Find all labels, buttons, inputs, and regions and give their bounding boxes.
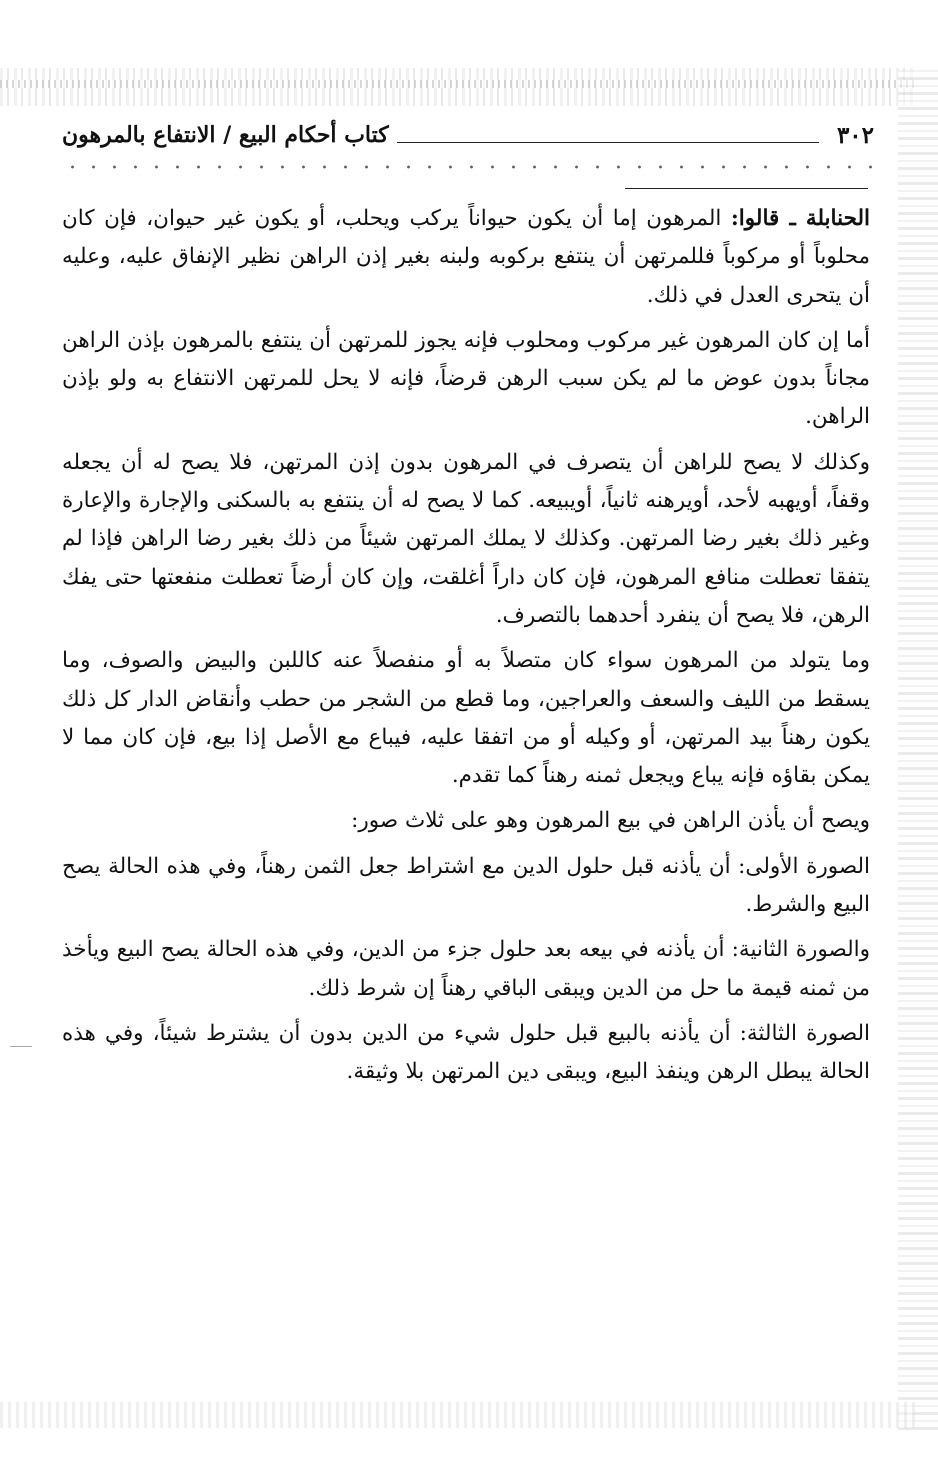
paragraph: الصورة الثالثة: أن يأذنه بالبيع قبل حلول شيء من الدين بدون أن يشترط شيئاً، وفي هذه الحالة يبطل الرهن وينفذ البيع، ويبقى دين المرتهن بلا وثيقة.	[62, 1020, 870, 1085]
paragraph	[62, 200, 870, 315]
margin-mark	[10, 1046, 32, 1047]
section-rule	[625, 188, 868, 189]
body-text	[62, 200, 870, 1099]
paragraph: الصورة الأولى: أن يأذنه قبل حلول الدين مع اشتراط جعل الثمن رهناً، وفي هذه الحالة يصح البيع والشرط.	[62, 853, 870, 918]
scan-border-right	[898, 70, 938, 1430]
scan-border-top-inner	[0, 80, 915, 88]
paragraph-text: المرهون إما أن يكون حيواناً يركب ويحلب، أو يكون غير حيوان، فإن كان محلوباً أو مركوباً فللمرتهن أن ينتفع بركوبه ولبنه بغير إذن الراهن نظير الإنفاق عليه، وعليه أن يتحرى العدل في ذلك.	[62, 206, 870, 308]
scan-border-bottom	[0, 1402, 915, 1428]
running-title: كتاب أحكام البيع / الانتفاع بالمرهون	[62, 122, 389, 148]
dotted-separator	[62, 164, 874, 170]
header-rule	[397, 128, 819, 143]
page-header	[62, 118, 874, 152]
paragraph: وكذلك لا يصح للراهن أن يتصرف في المرهون بدون إذن المرتهن، فلا يصح له أن يجعله وقفاً، أويهبه لأحد، أويرهنه ثانياً، أويبيعه. كما لا يصح له أن ينتفع به بالسكنى والإجارة والإعارة وغير ذلك بغير رضا المرتهن. وكذلك لا يملك المرتهن شيئاً من ذلك بغير رضا الراهن فإذا لم يتفقا تعطلت منافع المرهون، فإن كان داراً أغلقت، وإن كان أرضاً تعطلت منفعتها حتى يفك الرهن، فلا يصح أن ينفرد أحدهما بالتصرف.	[62, 449, 870, 628]
paragraph: وما يتولد من المرهون سواء كان متصلاً به أو منفصلاً عنه كاللبن والبيض والصوف، وما يسقط من الليف والسعف والعراجين، وما قطع من الشجر من حطب وأنقاض الدار كل ذلك يكون رهناً بيد المرتهن، أو وكيله أو من اتفقا عليه، فيباع مع الأصل إذا بيع، فإن كان مما لا يمكن بقاؤه فإنه يباع ويجعل ثمنه رهناً كما تقدم.	[62, 648, 870, 789]
paragraph: والصورة الثانية: أن يأذنه في بيعه بعد حلول جزء من الدين، وفي هذه الحالة يصح البيع ويأخذ من ثمنه قيمة ما حل من الدين ويبقى الباقي رهناً إن شرط ذلك.	[62, 937, 870, 1001]
paragraph: ويصح أن يأذن الراهن في بيع المرهون وهو على ثلاث صور:	[351, 808, 870, 834]
page-number: ٣٠٢	[836, 121, 874, 149]
paragraph-lead: الحنابلة ـ قالوا:	[730, 206, 870, 231]
paragraph: أما إن كان المرهون غير مركوب ومحلوب فإنه يجوز للمرتهن أن ينتفع بالمرهون بإذن الراهن مجاناً بدون عوض ما لم يكن سبب الرهن قرضاً، فإنه لا يحل للمرتهن الانتفاع به ولو بإذن الراهن.	[62, 327, 870, 430]
